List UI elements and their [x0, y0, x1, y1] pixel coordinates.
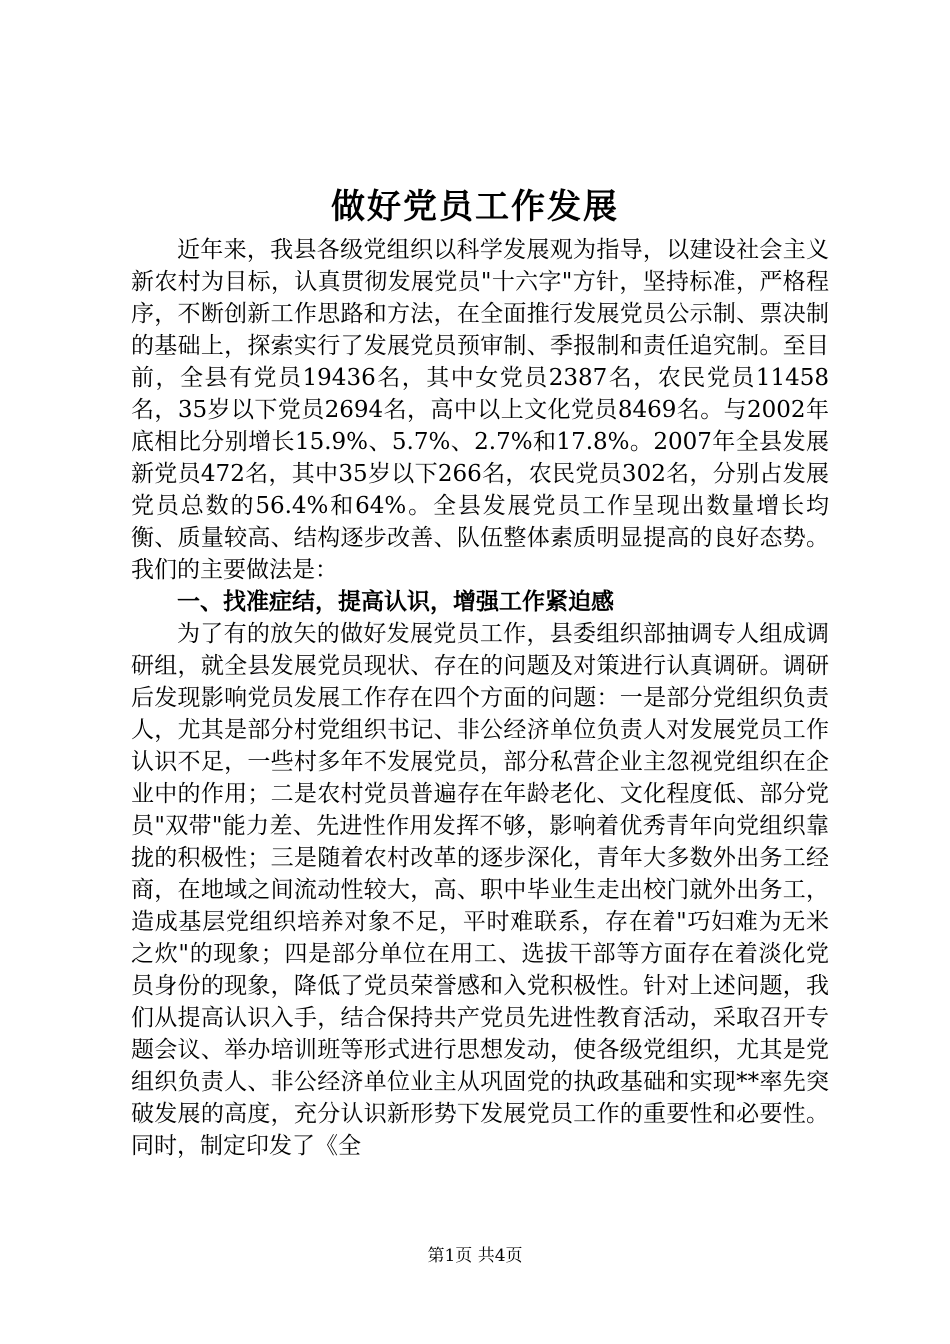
intro-paragraph: 近年来，我县各级党组织以科学发展观为指导，以建设社会主义新农村为目标，认真贯彻发展党员"十六字"方针，坚持标准，严格程序，不断创新工作思路和方法，在全面推行发展党员公示制、票决制的基础上，探索实行了发展党员预审制、季报制和责任追究制。至目前，全县有党员19436名，其中女党员2387名，农民党员11458名，35岁以下党员2694名，高中以上文化党员8469名。与2002年底相比分别增长15.9%、5.7%、2.7%和17.8%。2007年全县发展新党员472名，其中35岁以下266名，农民党员302名，分别占发展党员总数的56.4%和64%。全县发展党员工作呈现出数量增长均衡、质量较高、结构逐步改善、队伍整体素质明显提高的良好态势。我们的主要做法是： [131, 237, 829, 583]
document-body [131, 234, 829, 1162]
section-heading: 一、找准症结，提高认识，增强工作紧迫感 [177, 589, 614, 615]
section-paragraph: 为了有的放矢的做好发展党员工作，县委组织部抽调专人组成调研组，就全县发展党员现状、存在的问题及对策进行认真调研。调研后发现影响党员发展工作存在四个方面的问题：一是部分党组织负责人，尤其是部分村党组织书记、非公经济单位负责人对发展党员工作认识不足，一些村多年不发展党员，部分私营企业主忽视党组织在企业中的作用；二是农村党员普遍存在年龄老化、文化程度低、部分党员"双带"能力差、先进性作用发挥不够，影响着优秀青年向党组织靠拢的积极性；三是随着农村改革的逐步深化，青年大多数外出务工经商，在地域之间流动性较大，高、职中毕业生走出校门就外出务工，造成基层党组织培养对象不足，平时难联系，存在着"巧妇难为无米之炊"的现象；四是部分单位在用工、选拔干部等方面存在着淡化党员身份的现象，降低了党员荣誉感和入党积极性。针对上述问题，我们从提高认识入手，结合保持共产党员先进性教育活动，采取召开专题会议、举办培训班等形式进行思想发动，使各级党组织，尤其是党组织负责人、非公经济单位业主从巩固党的执政基础和实现**率先突破发展的高度，充分认识新形势下发展党员工作的重要性和必要性。同时，制定印发了《全 [131, 621, 829, 1159]
page-footer: 第1页 共4页 [427, 1246, 523, 1266]
document-title: 做好党员工作发展 [331, 187, 619, 227]
